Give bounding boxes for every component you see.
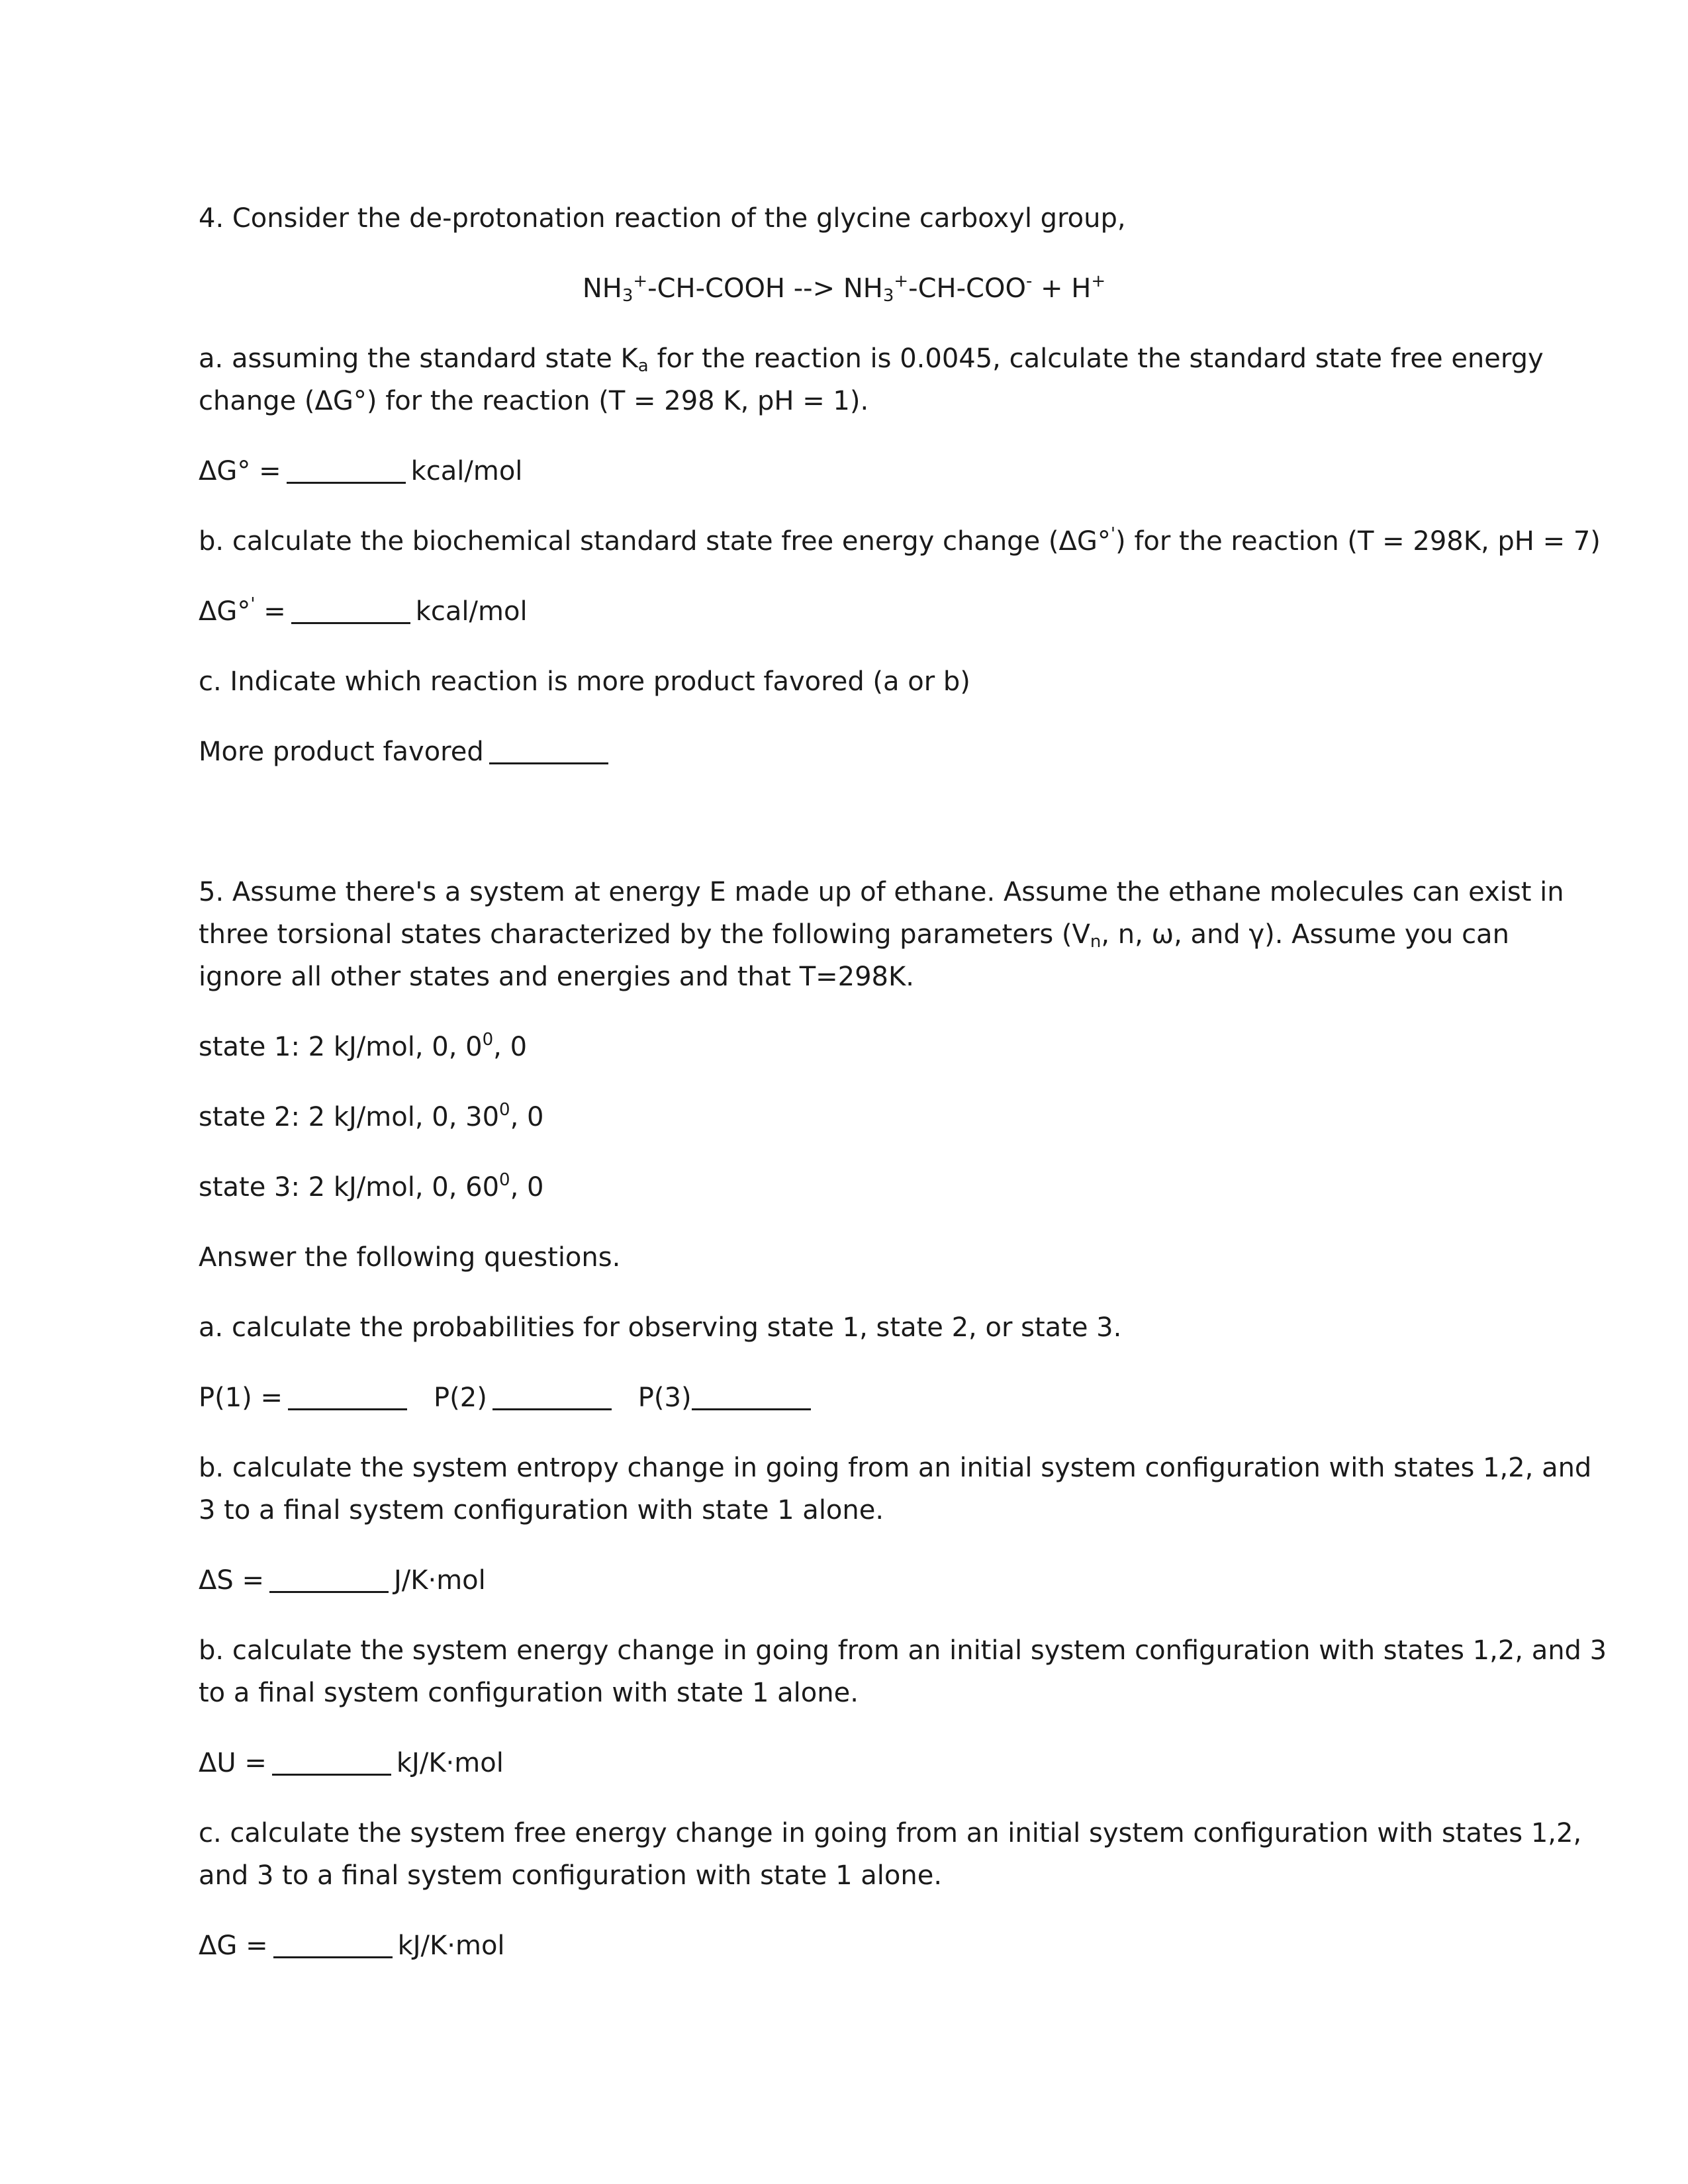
q5-state-3: state 3: 2 kJ/mol, 0, $60^0$, 0 <box>199 1170 544 1203</box>
q4b-text: b. calculate the biochemical standard state free energy change (ΔG°') for the reaction (T = 298K, pH = 7) <box>199 524 1601 557</box>
q5-text-line2: three torsional states characterized by the following parameters ($V_n$, n, ω, and γ). Assume you can <box>199 919 1509 952</box>
du-unit: kJ/K·mol <box>396 1748 504 1778</box>
p3-answer-blank[interactable] <box>692 1382 811 1410</box>
ds-label: ΔS = <box>199 1565 264 1596</box>
q4b-answer-label: ΔG°' = <box>199 594 286 627</box>
ds-unit: J/K·mol <box>393 1565 486 1596</box>
ds-answer-row <box>199 1565 486 1596</box>
q4a-answer-blank[interactable] <box>287 455 406 484</box>
q5-text-line3: ignore all other states and energies and that T=298K. <box>199 962 914 992</box>
q5a-text: a. calculate the probabilities for observing state 1, state 2, or state 3. <box>199 1312 1122 1343</box>
q4a-answer-row <box>199 455 522 487</box>
q5c-text-line2: and 3 to a final system configuration with state 1 alone. <box>199 1860 943 1891</box>
p1-label: P(1) = <box>199 1383 283 1413</box>
q4c-answer-label: More product favored <box>199 737 484 767</box>
q5b-energy-text-line1: b. calculate the system energy change in going from an initial system configuration with states 1,2, and 3 <box>199 1635 1607 1666</box>
q5-state-1: state 1: 2 kJ/mol, 0, $0^0$, 0 <box>199 1030 528 1062</box>
ds-answer-blank[interactable] <box>269 1565 389 1593</box>
q4a-answer-unit: kcal/mol <box>410 456 523 486</box>
dg-answer-row <box>199 1930 505 1962</box>
dg-unit: kJ/K·mol <box>397 1931 505 1961</box>
q4a-answer-label: ΔG° = <box>199 456 281 486</box>
q4c-answer-row <box>199 736 614 768</box>
q4b-answer-blank[interactable] <box>291 596 410 624</box>
q5b-energy-text-line2: to a final system configuration with state 1 alone. <box>199 1678 859 1708</box>
p1-answer-blank[interactable] <box>288 1382 407 1410</box>
du-answer-row <box>199 1747 504 1779</box>
p2-label: P(2) <box>434 1383 487 1413</box>
q5-state-2: state 2: 2 kJ/mol, 0, $30^0$, 0 <box>199 1100 544 1132</box>
p2-answer-blank[interactable] <box>492 1382 612 1410</box>
q4a-text-line1: a. assuming the standard state $K_a$ for the reaction is 0.0045, calculate the standard state free energy <box>199 343 1544 376</box>
q5-answer-intro: Answer the following questions. <box>199 1242 621 1273</box>
du-label: ΔU = <box>199 1748 267 1778</box>
q5c-text-line1: c. calculate the system free energy change in going from an initial system configuration with states 1,2, <box>199 1818 1582 1848</box>
q4c-text: c. Indicate which reaction is more product favored (a or b) <box>199 666 970 697</box>
du-answer-blank[interactable] <box>272 1747 391 1776</box>
dg-answer-blank[interactable] <box>273 1930 393 1958</box>
q5b-entropy-text-line2: 3 to a final system configuration with state 1 alone. <box>199 1495 884 1525</box>
q5a-answer-row <box>199 1382 816 1414</box>
q5-text-line1: 5. Assume there's a system at energy E made up of ethane. Assume the ethane molecules can exist in <box>199 877 1564 907</box>
q4-title: 4. Consider the de-protonation reaction of the glycine carboxyl group, <box>199 203 1126 234</box>
q4b-answer-row <box>199 596 528 627</box>
q4c-answer-blank[interactable] <box>489 736 608 764</box>
p3-label: P(3) <box>637 1383 692 1413</box>
q5b-entropy-text-line1: b. calculate the system entropy change in going from an initial system configuration with states 1,2, and <box>199 1453 1592 1483</box>
q4-reaction-equation: $NH_3^+-CH$-COOH --> $NH_3^+-CH-COO^- + H^+$ <box>582 271 1106 306</box>
q4a-text-line2: change (ΔG°) for the reaction (T = 298 K, pH = 1). <box>199 386 869 416</box>
dg-label: ΔG = <box>199 1931 268 1961</box>
q4b-answer-unit: kcal/mol <box>415 596 528 627</box>
